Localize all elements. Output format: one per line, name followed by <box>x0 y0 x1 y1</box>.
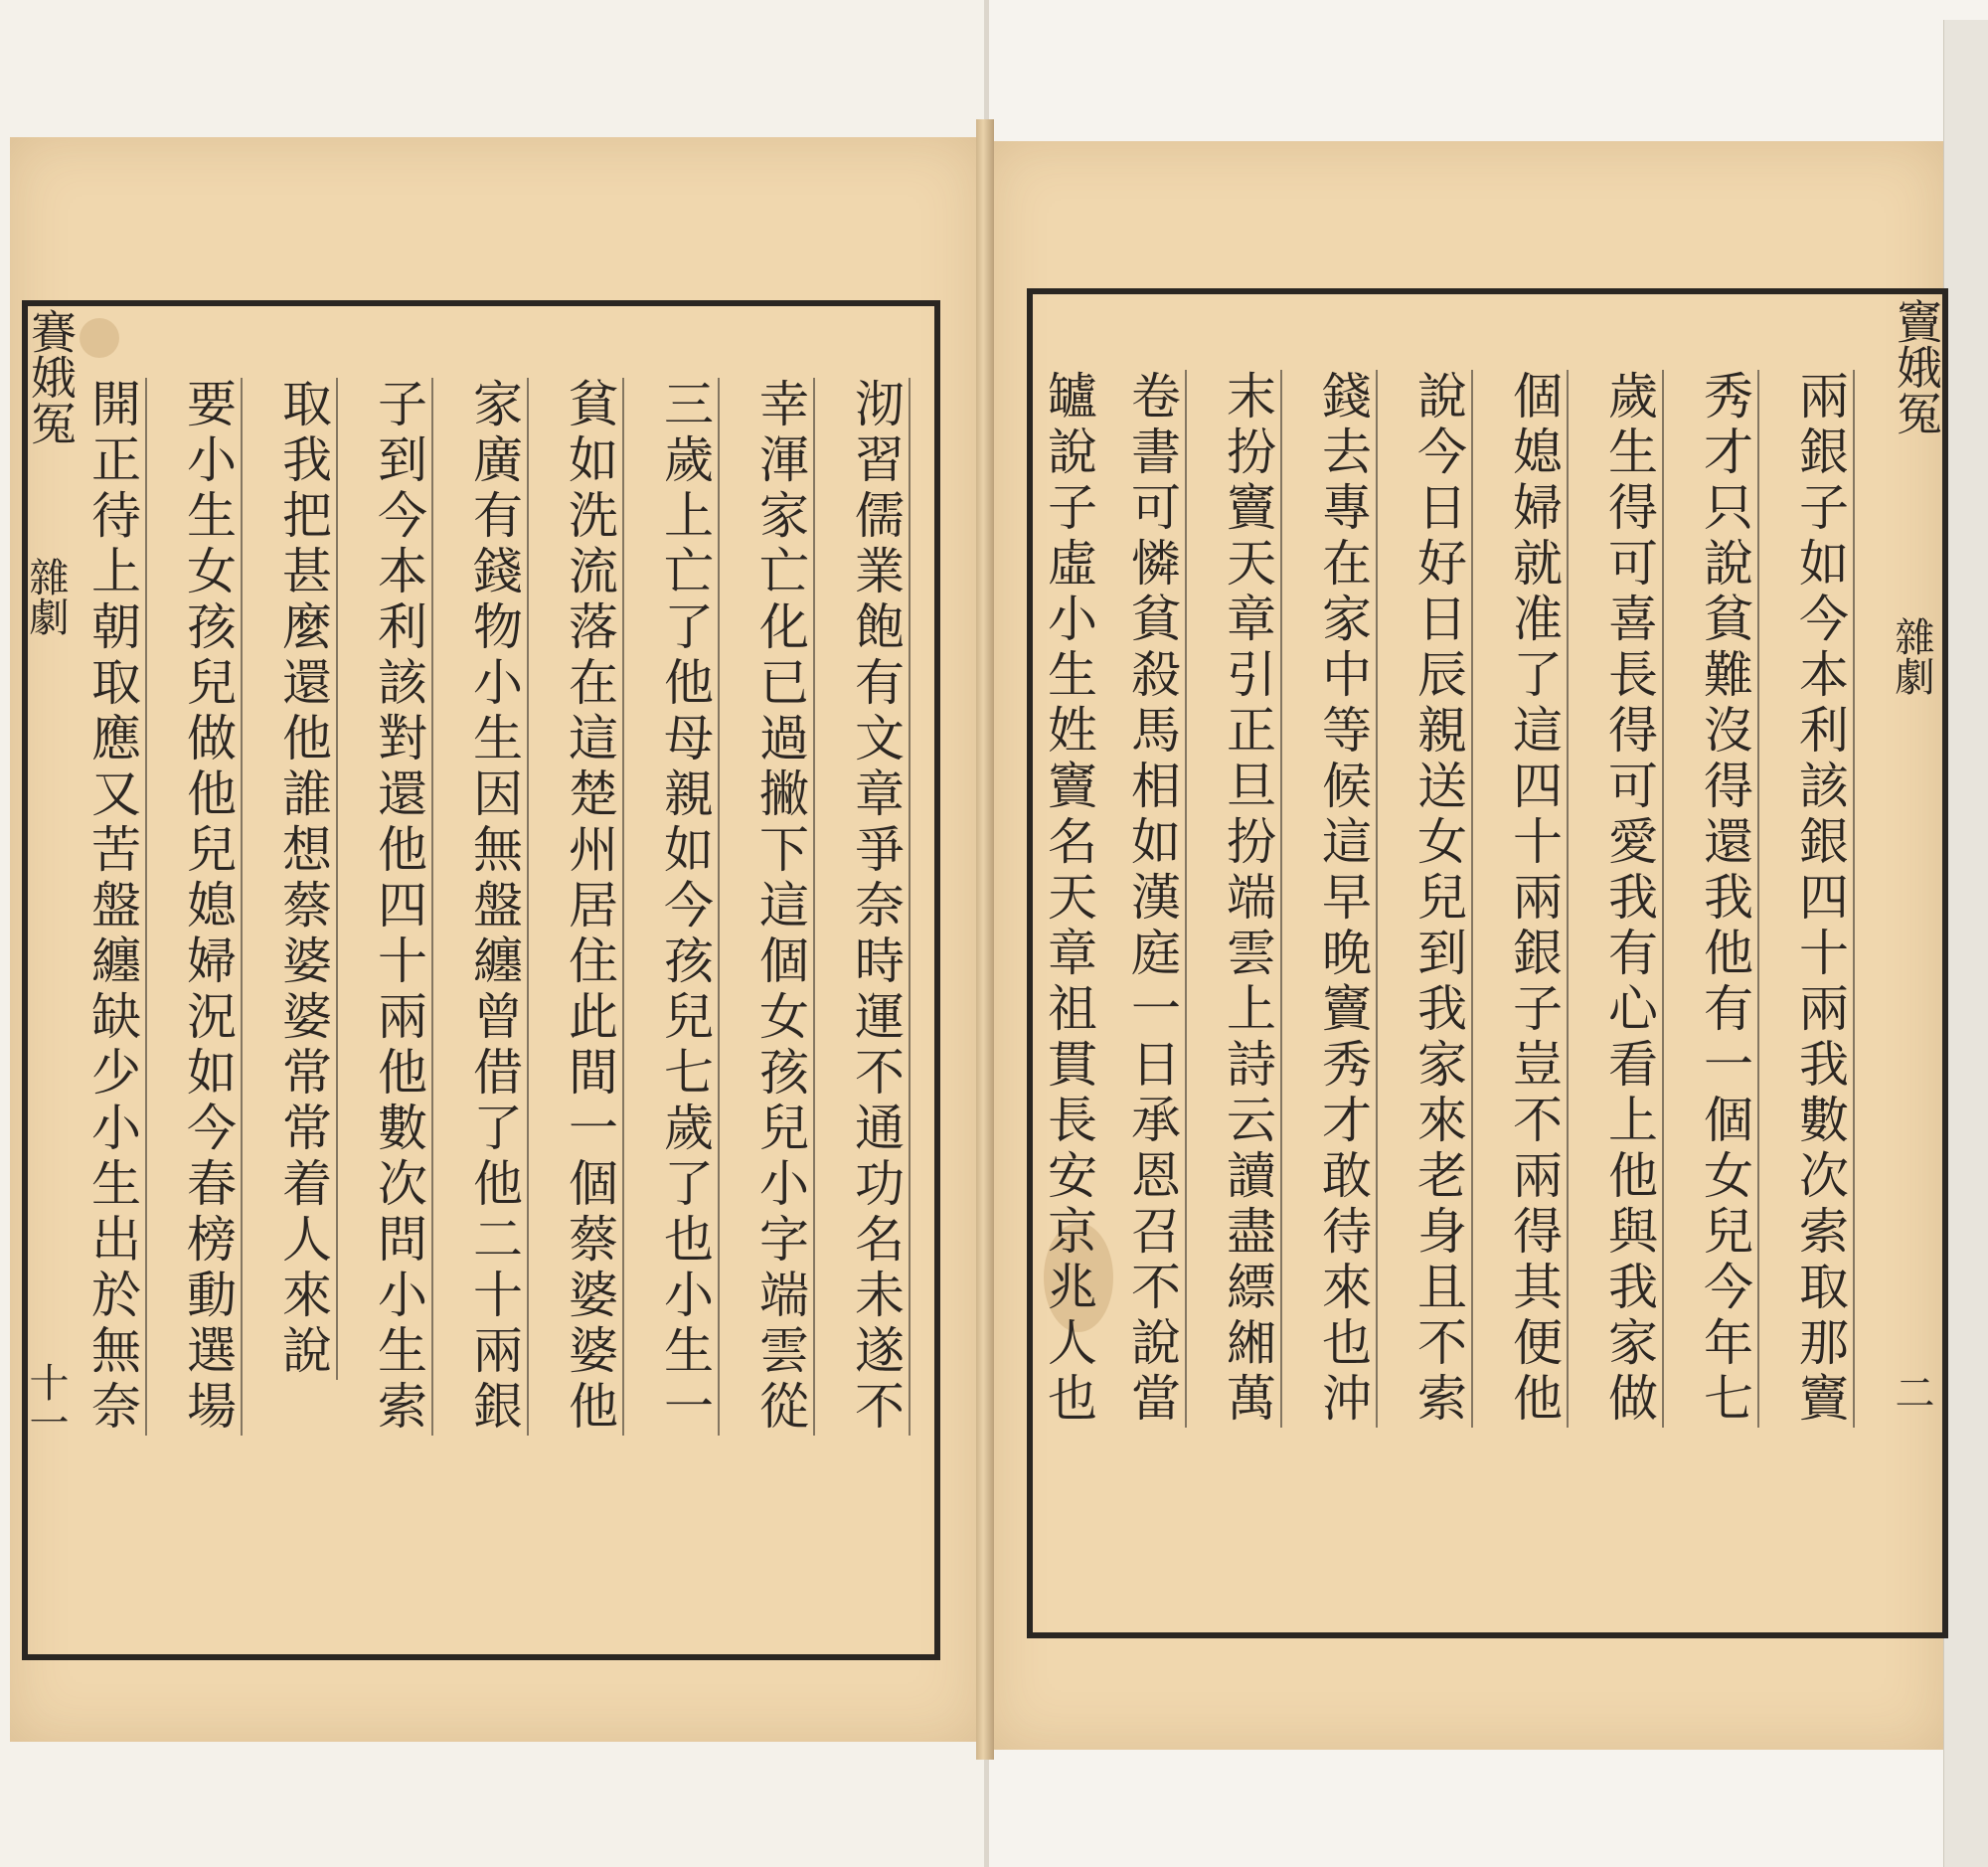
right-text-column: 兩銀子如今本利該銀四十兩我數次索取那竇 <box>1795 370 1855 1428</box>
right-folio-number: 二 <box>1889 1372 1934 1412</box>
right-banner-title: 竇娥冤 <box>1890 298 1943 435</box>
right-text-column: 末扮竇天章引正旦扮端雲上詩云讀盡縹緗萬 <box>1223 370 1282 1428</box>
book-gutter <box>976 119 994 1760</box>
left-text-column: 取我把甚麼還他誰想蔡婆婆常常着人來說 <box>278 378 338 1380</box>
left-banner-subtitle: 雜劇 <box>23 557 69 636</box>
left-folio-number: 十一 <box>23 1362 69 1442</box>
right-banner-subtitle: 雜劇 <box>1889 616 1934 696</box>
left-text-column: 幸渾家亡化已過撇下這個女孩兒小字端雲從 <box>755 378 815 1436</box>
right-text-column: 說今日好日辰親送女兒到我家來老身且不索 <box>1413 370 1473 1428</box>
right-text-column: 卷書可憐貧殺馬相如漢庭一日承恩召不說當 <box>1127 370 1187 1428</box>
right-text-column: 秀才只說貧難沒得還我他有一個女兒今年七 <box>1700 370 1759 1428</box>
right-text-column: 個媳婦就准了這四十兩銀子豈不兩得其便他 <box>1509 370 1569 1428</box>
left-text-column: 貧如洗流落在這楚州居住此間一個蔡婆婆他 <box>565 378 624 1436</box>
right-text-column: 罏說子虛小生姓竇名天章祖貫長安京兆人也 <box>1040 370 1097 1428</box>
left-text-column: 三歲上亡了他母親如今孩兒七歲了也小生一 <box>660 378 720 1436</box>
left-text-column: 子到今本利該對還他四十兩他數次問小生索 <box>374 378 433 1436</box>
right-text-column: 錢去專在家中等候這早晚竇秀才敢待來也沖 <box>1318 370 1378 1428</box>
left-text-column: 家廣有錢物小生因無盤纏曾借了他二十兩銀 <box>469 378 529 1436</box>
page-edges <box>1943 20 1988 1867</box>
left-text-column: 沏習儒業飽有文章爭奈時運不通功名未遂不 <box>851 378 911 1436</box>
left-text-column: 要小生女孩兒做他兒媳婦況如今春榜動選場 <box>183 378 243 1436</box>
left-text-column: 開正待上朝取應又苦盤纏缺少小生出於無奈 <box>87 378 147 1436</box>
right-text-column: 歲生得可喜長得可愛我有心看上他與我家做 <box>1604 370 1664 1428</box>
left-banner-title: 賽娥冤 <box>24 308 78 445</box>
